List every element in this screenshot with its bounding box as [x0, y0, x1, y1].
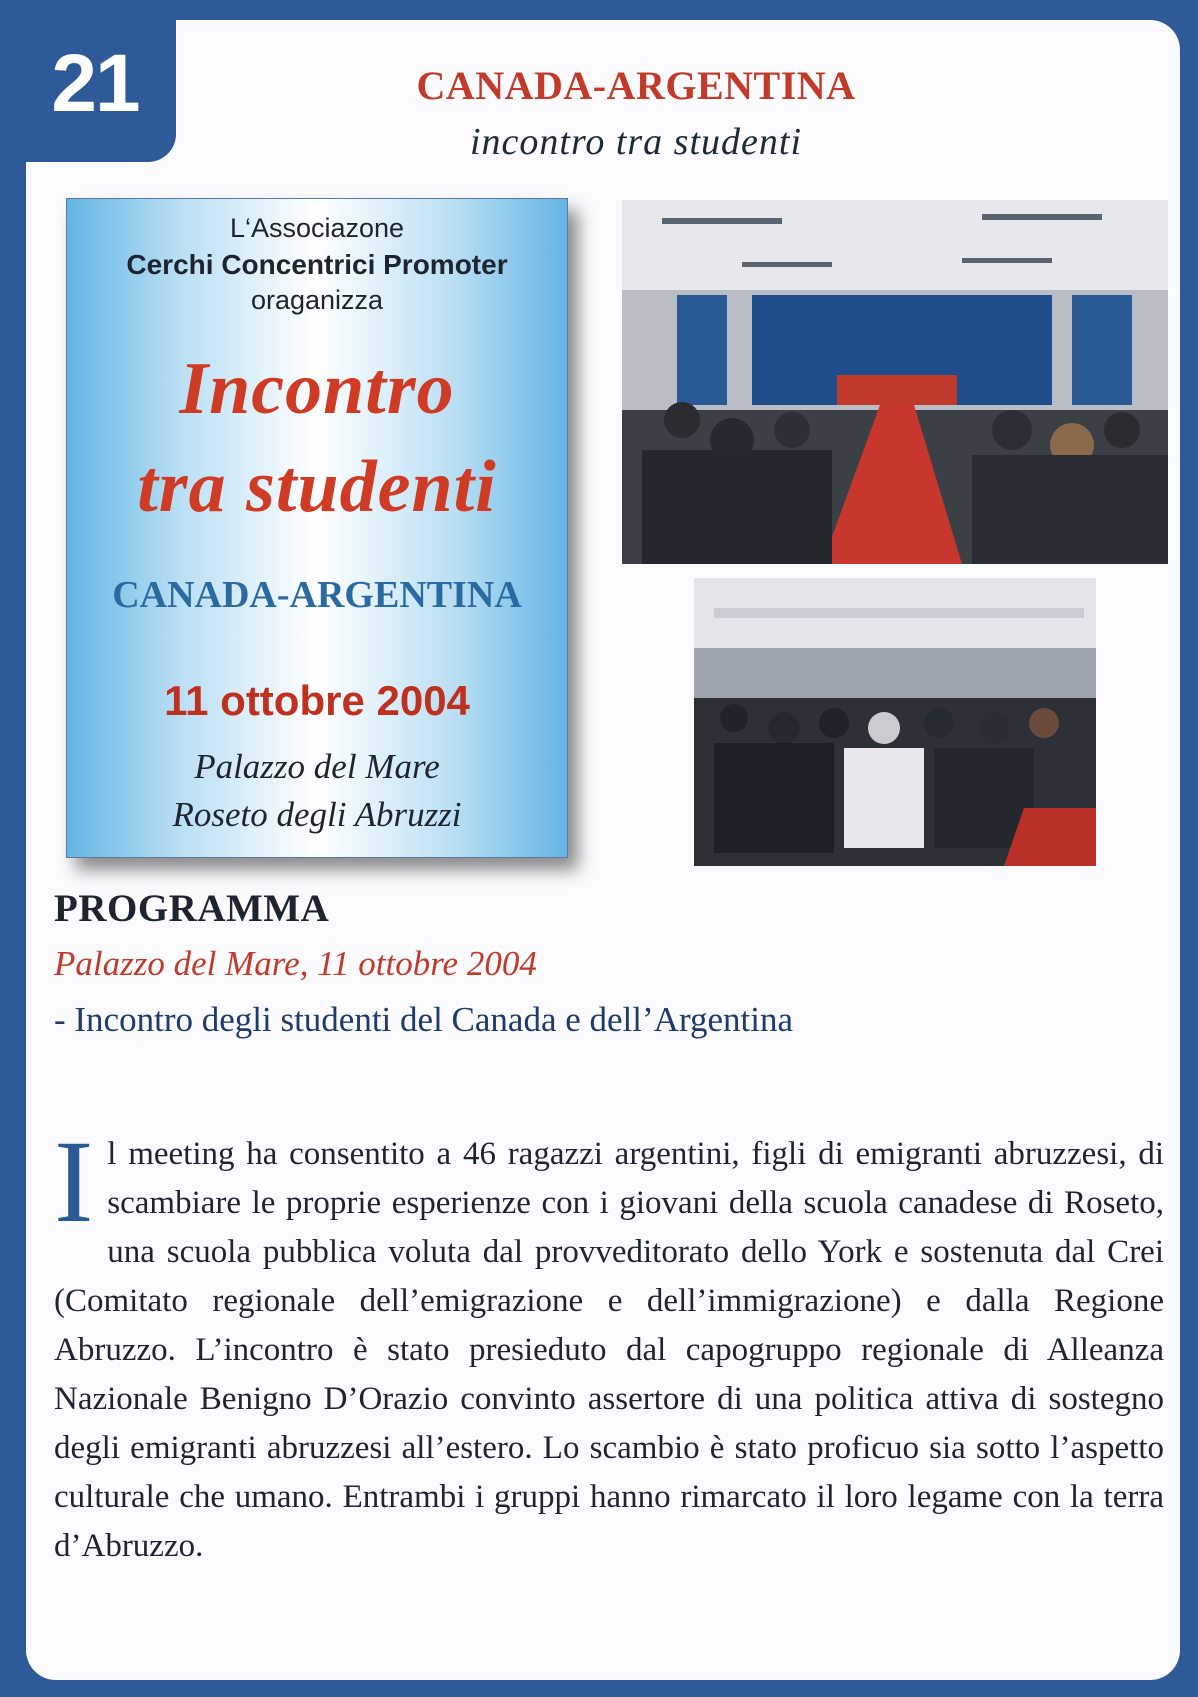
photo-audience-image [694, 578, 1096, 866]
poster-organizes: oraganizza [250, 285, 384, 315]
page-number: 21 [51, 38, 139, 129]
poster-date: 11 ottobre 2004 [164, 677, 470, 724]
page-title: CANADA-ARGENTINA [416, 63, 856, 108]
article-text: l meeting ha consentito a 46 ragazzi argentini, figli di emigranti abruzzesi, di scambiare le proprie esperienze con i giovani della scuola canadese di Roseto, una scuola pubblica voluta dal provveditorato dello York e sostenuta dal Crei (Comitato regionale dell’emigrazione e dell’immigrazione) e dalla Regione Abruzzo. L’incontro è stato presieduto dal capogruppo regionale di Alleanza Nazionale Benigno D’Orazio convinto assertore di una politica attiva di sostegno degli emigranti abruzzesi all’estero. Lo scambio è stato proficuo sia sotto l’aspetto culturale che umano. Entrambi i gruppi hanno rimarcato il loro legame con la terra d’Abruzzo. [54, 1136, 1164, 1564]
photo-audience [694, 578, 1096, 866]
poster-association-line: L‘Associazone [229, 213, 405, 243]
programme-heading: PROGRAMMA [54, 887, 330, 930]
photo-conference-hall-image [622, 200, 1168, 564]
poster-countries: CANADA-ARGENTINA [112, 574, 522, 616]
article-body [54, 1116, 1164, 1571]
poster-headline-2: tra studenti [137, 446, 497, 528]
poster-organizer: Cerchi Concentrici Promoter [126, 249, 508, 280]
poster-headline-1: Incontro [179, 348, 455, 430]
page-number-tab [26, 20, 176, 162]
page-subtitle: incontro tra studenti [469, 121, 803, 163]
poster-venue: Palazzo del Mare [194, 747, 440, 786]
programme-date-line: Palazzo del Mare, 11 ottobre 2004 [54, 944, 537, 983]
poster-town: Roseto degli Abruzzi [172, 795, 462, 834]
event-poster [66, 198, 568, 858]
programme-item: - Incontro degli studenti del Canada e dell’Argentina [54, 1000, 793, 1039]
photo-conference-hall [622, 200, 1168, 564]
article-dropcap: I [54, 1116, 94, 1247]
